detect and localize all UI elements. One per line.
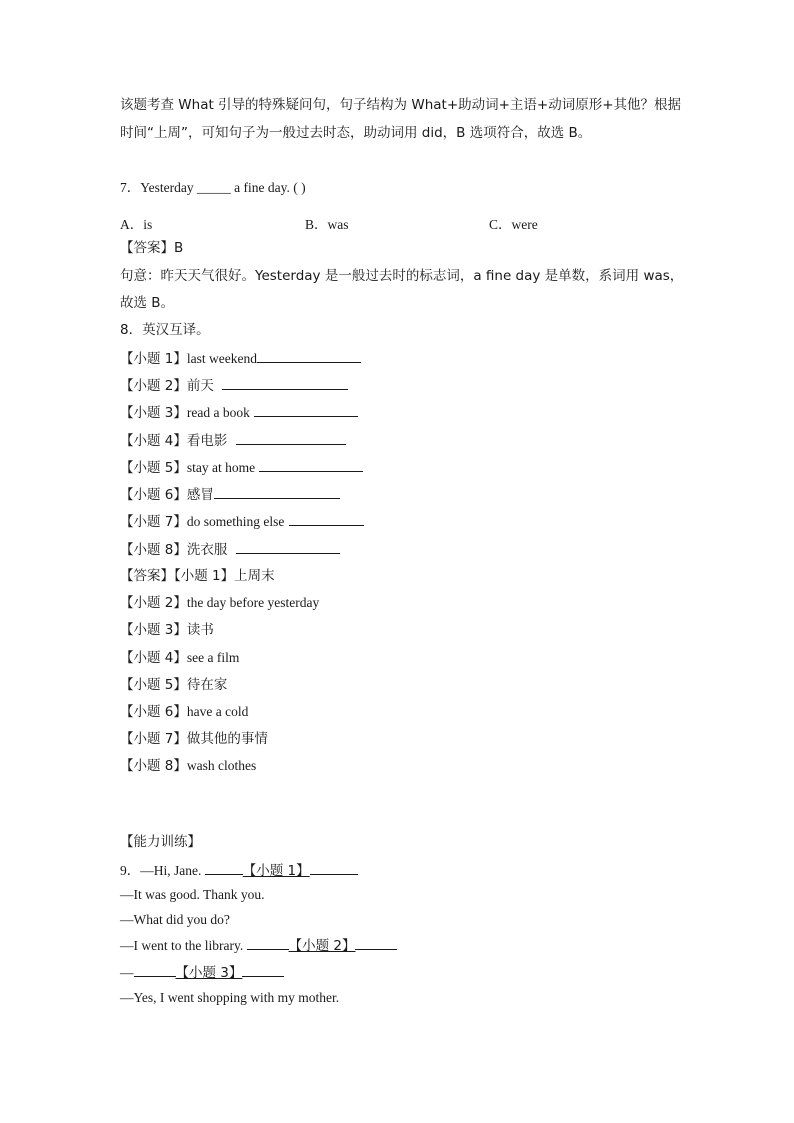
q8-item-2: [120, 376, 348, 395]
sub-question-tag: 【小题 3】: [175, 965, 243, 981]
item-tag: 【小题 4】: [120, 433, 187, 449]
q8-answer-2: [120, 594, 319, 612]
q8-item-8: [120, 540, 340, 559]
q8-item-7: [120, 512, 364, 531]
item-text: 前天: [186, 378, 214, 394]
answer-text: 读书: [186, 622, 214, 638]
q9-line-2: —It was good. Thank you.: [120, 887, 265, 902]
q9-line-3: —What did you do?: [120, 912, 230, 927]
item-tag: 【小题 7】: [120, 514, 187, 530]
dialogue-text: 9．—Hi, Jane.: [120, 863, 205, 878]
q9-line-6: —Yes, I went shopping with my mother.: [120, 990, 340, 1005]
item-tag: 【小题 3】: [120, 405, 187, 421]
answer-text: 待在家: [186, 677, 228, 693]
item-text: last weekend: [186, 351, 257, 366]
answer-text: 上周末: [234, 568, 275, 584]
question-8-stem: 8．英汉互译。: [120, 322, 210, 338]
q8-answer-8: [120, 757, 256, 775]
sub-question-tag: 【小题 2】: [288, 938, 356, 954]
q8-item-1: [120, 349, 361, 368]
q8-item-3: [120, 403, 358, 422]
item-text: stay at home: [186, 460, 256, 475]
answer-tag: 【答案】【小题 1】: [120, 568, 235, 584]
explanation-line-1: 该题考查 What 引导的特殊疑问句，句子结构为 What+助动词+主语+动词原形+其他？根据: [120, 97, 682, 113]
answer-blank[interactable]: [236, 540, 340, 554]
answer-text: see a film: [186, 650, 240, 665]
option-b: B．was: [305, 217, 349, 232]
section-title: 【能力训练】: [120, 834, 201, 850]
q8-item-4: [120, 431, 346, 450]
answer-tag: 【小题 4】: [120, 650, 187, 666]
answer-tag: 【小题 5】: [120, 677, 187, 693]
answer-blank[interactable]: [247, 936, 289, 950]
q8-answer-1: [120, 567, 275, 585]
answer-blank[interactable]: [134, 963, 176, 977]
answer-tag: 【小题 8】: [120, 758, 187, 774]
answer-blank[interactable]: [259, 458, 363, 472]
answer-blank[interactable]: [222, 376, 348, 390]
explain-7-line-2: 故选 B。: [120, 295, 175, 311]
answer-blank[interactable]: [310, 861, 358, 875]
item-text: read a book: [186, 405, 250, 420]
item-tag: 【小题 8】: [120, 542, 187, 558]
explanation-line-2: 时间“上周”，可知句子为一般过去时态，助动词用 did，B 选项符合，故选 B。: [120, 125, 592, 141]
q9-line-4: [120, 936, 397, 955]
answer-tag: 【小题 7】: [120, 731, 187, 747]
item-tag: 【小题 6】: [120, 487, 187, 503]
item-tag: 【小题 1】: [120, 351, 187, 367]
answer-tag: 【小题 3】: [120, 622, 187, 638]
answer-blank[interactable]: [254, 403, 358, 417]
sub-question-tag: 【小题 1】: [242, 863, 310, 879]
answer-text: the day before yesterday: [186, 595, 320, 610]
item-text: 洗衣服: [186, 542, 228, 558]
item-text: do something else: [186, 514, 285, 529]
answer-blank[interactable]: [355, 936, 397, 950]
answer-tag: 【小题 6】: [120, 704, 187, 720]
dialogue-text: —: [120, 965, 134, 980]
q9-line-1: [120, 861, 358, 880]
q8-answer-7: [120, 730, 268, 748]
answer-blank[interactable]: [214, 485, 340, 499]
item-tag: 【小题 2】: [120, 378, 187, 394]
question-7-stem: 7．Yesterday _____ a fine day. ( ): [120, 180, 306, 195]
dialogue-text: —I went to the library.: [120, 938, 247, 953]
answer-blank[interactable]: [242, 963, 284, 977]
answer-tag: 【小题 2】: [120, 595, 187, 611]
answer-text: 做其他的事情: [186, 731, 268, 747]
q8-answer-3: [120, 621, 214, 639]
item-text: 看电影: [186, 433, 228, 449]
item-tag: 【小题 5】: [120, 460, 187, 476]
answer-blank[interactable]: [205, 861, 243, 875]
item-text: 感冒: [186, 487, 214, 503]
answer-7: 【答案】B: [120, 240, 184, 256]
q8-item-6: [120, 485, 340, 504]
option-a: A．is: [120, 217, 153, 232]
explain-7-line-1: 句意：昨天天气很好。Yesterday 是一般过去时的标志词，a fine day 是单数，系词用 was，: [120, 268, 684, 284]
answer-text: wash clothes: [186, 758, 257, 773]
answer-blank[interactable]: [289, 512, 364, 526]
q8-item-5: [120, 458, 363, 477]
q8-answer-5: [120, 676, 227, 694]
q9-line-5: [120, 963, 284, 982]
q8-answer-6: [120, 703, 248, 721]
q8-answer-4: [120, 649, 239, 667]
option-c: C．were: [489, 217, 538, 232]
answer-blank[interactable]: [257, 349, 361, 363]
answer-text: have a cold: [186, 704, 249, 719]
answer-blank[interactable]: [236, 431, 346, 445]
